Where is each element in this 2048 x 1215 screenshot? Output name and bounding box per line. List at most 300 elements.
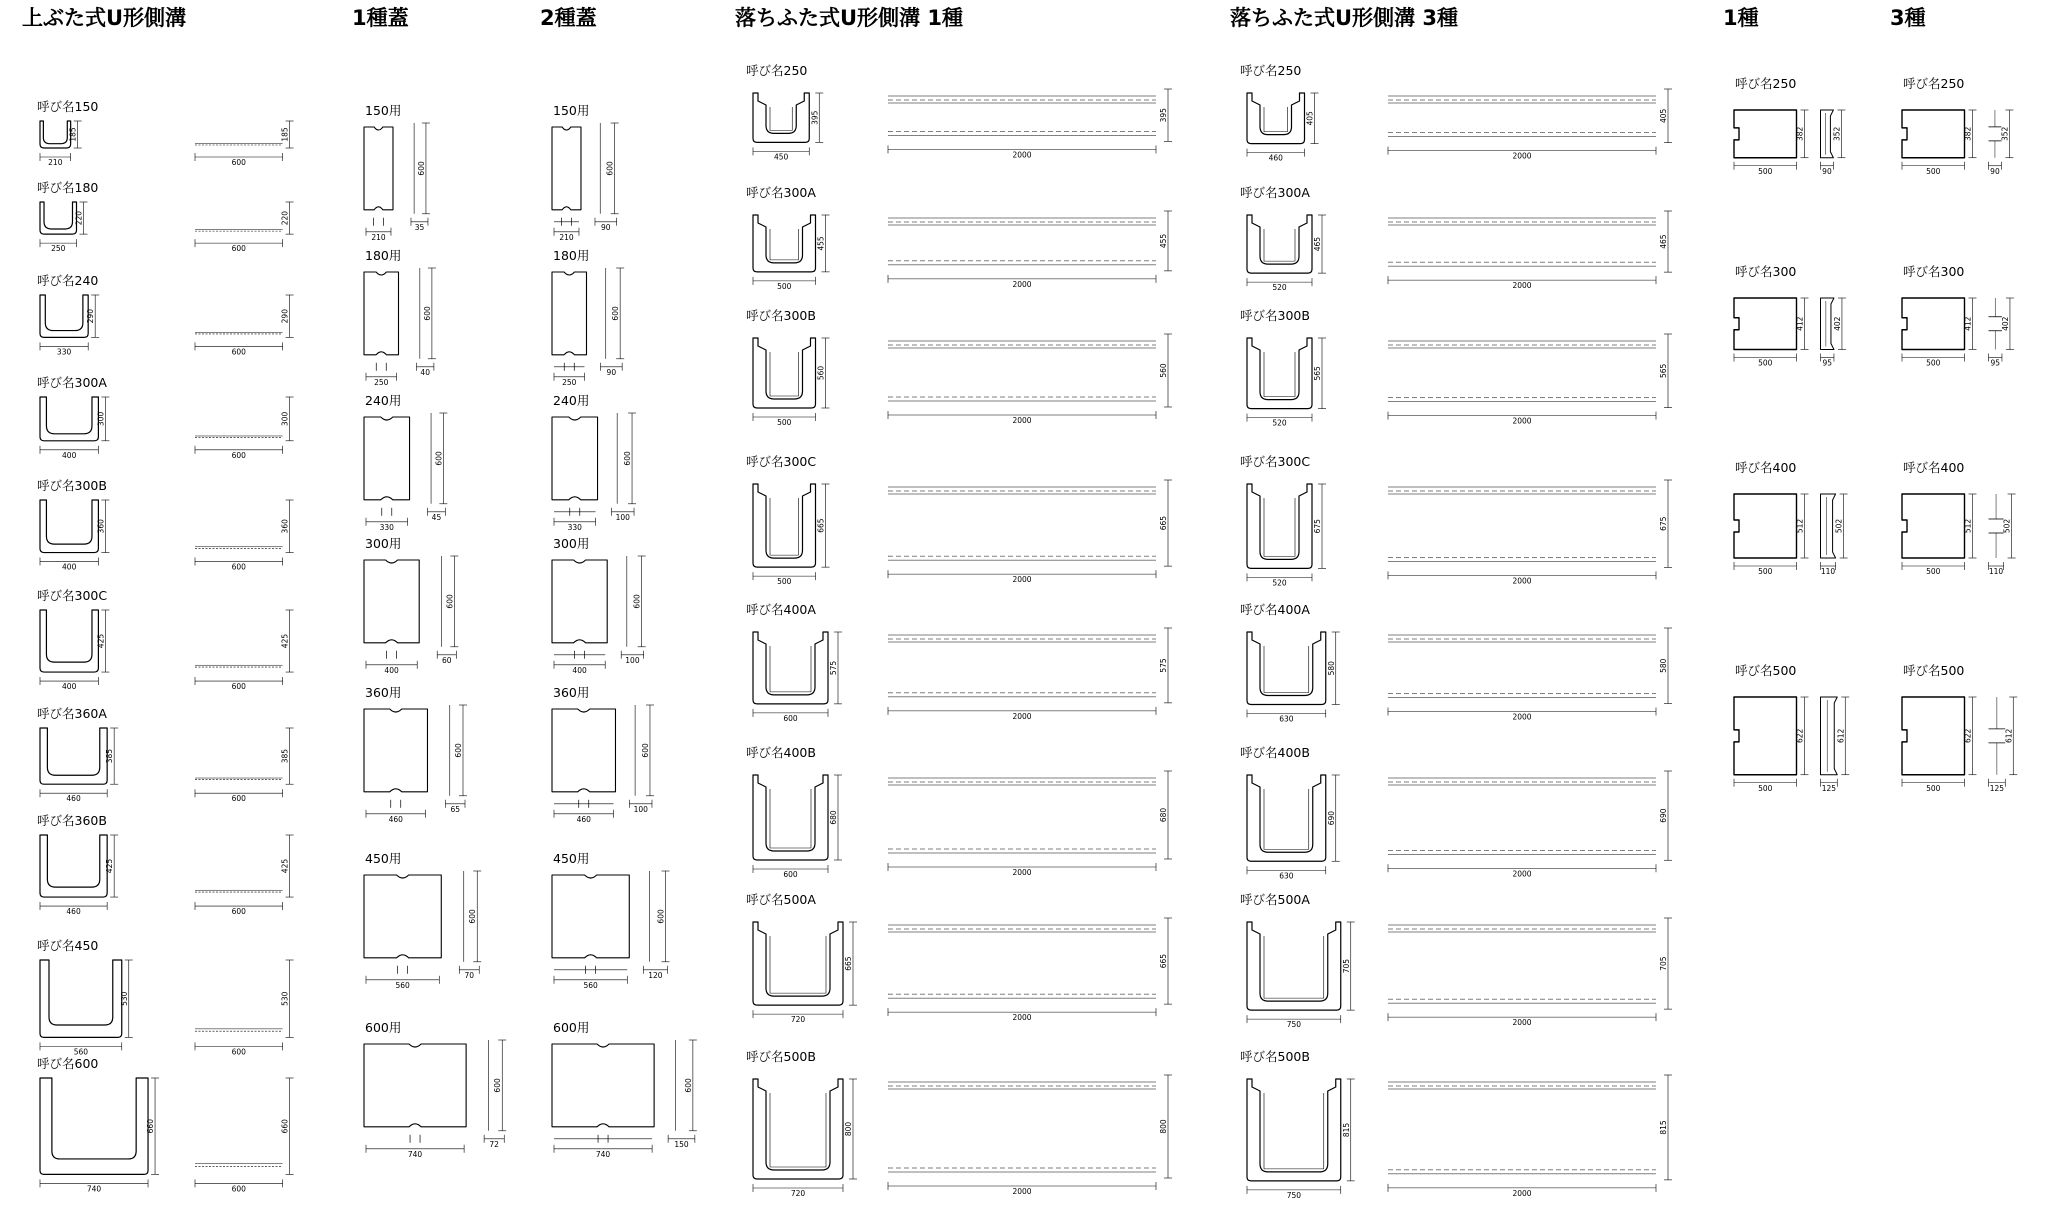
dimension-label: 502	[1834, 518, 1844, 534]
width-dimension	[601, 363, 623, 377]
dimension-label: 100	[625, 655, 640, 665]
lid-item	[364, 248, 436, 387]
side-view	[888, 487, 1156, 560]
drop-lid-item	[1734, 460, 1848, 576]
side-view	[1388, 778, 1656, 854]
side-view	[1388, 218, 1656, 266]
plan-view	[364, 560, 419, 643]
lid-item	[552, 103, 619, 242]
dimension-label: 612	[2004, 728, 2014, 744]
width-dimension	[459, 966, 479, 980]
width-dimension	[554, 661, 605, 675]
dimension-label: 815	[1341, 1122, 1351, 1138]
width-dimension	[1388, 864, 1656, 878]
dimension-label: 560	[583, 980, 598, 990]
width-dimension	[1247, 414, 1312, 428]
height-dimension	[2004, 697, 2017, 775]
height-dimension	[1159, 771, 1172, 859]
cross-section	[1247, 215, 1312, 273]
dimension-label: 330	[567, 522, 582, 532]
height-dimension	[829, 632, 842, 704]
dimension-label: 460	[1268, 153, 1283, 163]
dimension-label: 600	[231, 562, 246, 572]
column-header: 落ちふた式U形側溝 3種	[1230, 6, 1458, 30]
width-dimension	[1734, 162, 1797, 176]
height-dimension	[1306, 93, 1319, 144]
height-dimension	[1342, 1079, 1355, 1181]
height-dimension	[423, 268, 436, 359]
height-dimension	[281, 960, 294, 1037]
dimension-label: 90	[1822, 166, 1832, 176]
lid-item	[552, 393, 636, 532]
dimension-label: 2000	[1012, 150, 1032, 160]
height-dimension	[1327, 632, 1340, 705]
u-gutter-item	[37, 706, 294, 803]
dimension-label: 400	[62, 450, 77, 460]
width-dimension	[888, 275, 1156, 289]
side-view	[195, 890, 283, 892]
dimension-label: 402	[1832, 316, 1842, 331]
width-dimension	[1388, 571, 1656, 585]
plan-view	[552, 875, 629, 958]
dimension-label: 560	[73, 1047, 89, 1057]
dimension-label: 600	[231, 907, 246, 917]
dimension-label: 600	[468, 909, 478, 924]
width-dimension	[554, 1145, 652, 1159]
dimension-label: 400	[384, 665, 399, 675]
dimension-label: 120	[648, 970, 663, 980]
height-dimension	[1659, 211, 1672, 272]
height-dimension	[684, 1040, 697, 1131]
side-view	[1388, 1082, 1656, 1174]
dimension-label: 385	[280, 748, 290, 764]
dimension-label: 600	[231, 450, 246, 460]
width-dimension	[1247, 710, 1326, 724]
width-dimension	[643, 966, 667, 980]
width-dimension	[40, 1179, 148, 1193]
dimension-label: 750	[1286, 1190, 1302, 1200]
item-label: 呼び名400	[1735, 460, 1797, 475]
width-dimension	[40, 1042, 122, 1056]
height-dimension	[2001, 298, 2014, 350]
height-dimension	[1796, 110, 1809, 158]
drop-lid-gutter-item	[746, 454, 1172, 586]
height-dimension	[1659, 771, 1672, 860]
dimension-label: 560	[1159, 363, 1168, 378]
dimension-label: 600	[611, 306, 621, 321]
cross-section	[753, 215, 816, 272]
height-dimension	[454, 705, 467, 796]
plan-view	[1902, 110, 1965, 158]
dimension-label: 72	[489, 1139, 499, 1149]
u-gutter-item	[37, 938, 294, 1056]
width-dimension	[428, 508, 446, 522]
width-dimension	[753, 1010, 843, 1024]
dimension-label: 250	[51, 244, 66, 254]
plan-view	[364, 709, 427, 792]
height-dimension	[417, 123, 430, 214]
cross-section	[40, 121, 71, 148]
dimension-label: 575	[829, 660, 838, 676]
dimension-label: 330	[56, 347, 72, 357]
height-dimension	[1659, 1075, 1672, 1180]
lid-item	[552, 536, 646, 675]
dimension-label: 210	[559, 232, 574, 242]
dimension-label: 600	[783, 713, 798, 723]
width-dimension	[888, 707, 1156, 721]
item-label: 150用	[553, 103, 590, 118]
width-dimension	[1734, 562, 1797, 576]
item-label: 呼び名250	[1240, 63, 1302, 78]
width-dimension	[888, 1182, 1156, 1196]
lid-item	[364, 393, 447, 532]
cross-section	[40, 1078, 148, 1174]
cross-section	[40, 610, 98, 672]
item-label: 呼び名300B	[1240, 308, 1310, 323]
item-label: 呼び名300B	[37, 478, 107, 493]
drop-lid-item	[1734, 76, 1845, 176]
height-dimension	[1159, 89, 1172, 141]
plan-view	[1902, 697, 1965, 775]
dimension-label: 800	[844, 1121, 853, 1137]
front-view	[554, 1135, 652, 1143]
side-view	[1821, 298, 1834, 350]
width-dimension	[888, 145, 1156, 159]
drop-lid-gutter-item	[1240, 602, 1672, 724]
width-dimension	[668, 1135, 695, 1149]
width-dimension	[195, 446, 283, 460]
width-dimension	[1989, 354, 2002, 368]
dimension-label: 740	[595, 1149, 611, 1159]
cross-section	[1247, 338, 1312, 409]
height-dimension	[281, 835, 294, 897]
dimension-label: 412	[1795, 316, 1805, 331]
width-dimension	[1734, 354, 1797, 368]
drop-lid-gutter-item	[1240, 185, 1672, 292]
plan-view	[1734, 697, 1797, 775]
dimension-label: 600	[605, 161, 615, 176]
width-dimension	[753, 147, 809, 161]
item-label: 360用	[365, 685, 402, 700]
dimension-label: 210	[48, 158, 63, 168]
dimension-label: 465	[1659, 234, 1668, 249]
height-dimension	[1327, 775, 1340, 861]
width-dimension	[195, 239, 283, 253]
cross-section	[753, 93, 809, 142]
dimension-label: 500	[1758, 358, 1773, 368]
item-label: 呼び名360B	[37, 813, 107, 828]
dimension-label: 600	[231, 158, 246, 168]
cross-section	[753, 775, 828, 860]
dimension-label: 90	[601, 222, 611, 232]
item-label: 300用	[553, 536, 590, 551]
item-label: 300用	[365, 536, 402, 551]
front-view	[391, 800, 401, 808]
width-dimension	[753, 709, 828, 723]
dimension-label: 382	[1963, 126, 1973, 142]
column-header: 落ちふた式U形側溝 1種	[735, 6, 963, 30]
u-gutter-item	[37, 99, 294, 167]
item-label: 呼び名250	[746, 63, 808, 78]
cross-section	[753, 338, 816, 408]
plan-view	[552, 417, 598, 500]
cross-section	[753, 484, 816, 567]
width-dimension	[554, 810, 613, 824]
plan-view	[552, 1044, 654, 1127]
item-label: 呼び名400B	[746, 745, 816, 760]
cross-section	[753, 632, 828, 704]
height-dimension	[281, 500, 294, 553]
width-dimension	[888, 863, 1156, 877]
height-dimension	[817, 484, 830, 567]
drop-lid-gutter-item	[746, 745, 1172, 879]
drop-lid-gutter-item	[1240, 308, 1672, 428]
plan-view	[1734, 298, 1797, 350]
lid-item	[552, 685, 654, 824]
dimension-label: 425	[280, 858, 290, 874]
dimension-label: 500	[1758, 783, 1773, 793]
column-header: 1種蓋	[352, 6, 409, 30]
drop-lid-gutter-item	[746, 1049, 1172, 1198]
dimension-label: 2000	[1512, 576, 1532, 586]
dimension-label: 455	[816, 236, 826, 251]
dimension-label: 600	[656, 909, 666, 924]
side-view	[888, 778, 1156, 853]
plan-view	[1734, 494, 1797, 558]
width-dimension	[40, 677, 98, 691]
drop-lid-gutter-item	[1240, 1049, 1672, 1200]
height-dimension	[844, 1079, 857, 1179]
dimension-label: 530	[280, 991, 290, 1006]
width-dimension	[366, 976, 439, 990]
plan-view	[1902, 298, 1965, 350]
dimension-label: 512	[1963, 518, 1973, 534]
width-dimension	[1247, 866, 1326, 880]
width-dimension	[1388, 1184, 1656, 1198]
column-header: 3種	[1890, 6, 1926, 30]
dimension-label: 460	[66, 794, 81, 804]
width-dimension	[554, 228, 579, 242]
width-dimension	[1247, 278, 1312, 292]
front-view	[410, 1135, 420, 1143]
dimension-label: 60	[441, 655, 452, 665]
dimension-label: 565	[1313, 366, 1322, 381]
width-dimension	[753, 413, 816, 427]
dimension-label: 100	[615, 512, 630, 522]
width-dimension	[554, 976, 627, 990]
u-gutter-item	[37, 813, 294, 916]
lid-item	[364, 851, 481, 990]
width-dimension	[1388, 276, 1656, 290]
item-label: 呼び名500	[1735, 663, 1797, 678]
front-view	[554, 966, 627, 974]
height-dimension	[1835, 494, 1848, 558]
dimension-label: 2000	[1512, 712, 1532, 722]
width-dimension	[1989, 779, 2006, 793]
dimension-label: 412	[1963, 316, 1973, 331]
dimension-label: 352	[2000, 126, 2010, 142]
dimension-label: 360	[280, 519, 290, 534]
item-label: 呼び名400B	[1240, 745, 1310, 760]
width-dimension	[195, 558, 283, 572]
dimension-label: 680	[1159, 807, 1168, 823]
height-dimension	[1964, 697, 1977, 775]
lid-item	[552, 1020, 697, 1159]
dimension-label: 600	[445, 594, 455, 609]
drop-lid-gutter-item	[1240, 745, 1672, 880]
dimension-label: 600	[454, 743, 464, 758]
width-dimension	[1821, 162, 1834, 176]
side-view	[1388, 635, 1656, 698]
height-dimension	[1313, 215, 1326, 273]
width-dimension	[195, 1042, 283, 1056]
dimension-label: 220	[280, 210, 290, 226]
dimension-label: 600	[434, 451, 444, 466]
dimension-label: 400	[62, 562, 77, 572]
drop-lid-item	[1734, 264, 1846, 368]
dimension-label: 750	[1286, 1020, 1302, 1030]
plan-view	[364, 272, 399, 355]
dimension-label: 425	[96, 633, 106, 649]
width-dimension	[195, 342, 283, 356]
height-dimension	[1833, 298, 1846, 350]
dimension-label: 330	[379, 522, 394, 532]
width-dimension	[1902, 779, 1965, 793]
height-dimension	[493, 1040, 506, 1131]
side-view	[1989, 494, 2004, 558]
height-dimension	[641, 705, 654, 796]
front-view	[554, 218, 579, 226]
dimension-label: 500	[1758, 166, 1773, 176]
side-view	[1388, 96, 1656, 137]
width-dimension	[366, 810, 425, 824]
dimension-label: 600	[231, 1047, 246, 1057]
dimension-label: 2000	[1512, 416, 1532, 426]
dimension-label: 600	[416, 161, 426, 176]
dimension-label: 560	[816, 365, 826, 381]
side-view	[195, 778, 283, 780]
front-view	[554, 508, 596, 516]
height-dimension	[611, 268, 624, 359]
height-dimension	[817, 338, 830, 408]
u-gutter-item	[37, 1056, 294, 1193]
dimension-label: 600	[632, 594, 642, 609]
dimension-label: 2000	[1012, 868, 1032, 877]
plan-view	[552, 560, 607, 643]
u-gutter-item	[37, 588, 294, 691]
side-view	[195, 547, 283, 549]
height-dimension	[1159, 334, 1172, 407]
height-dimension	[1159, 211, 1172, 271]
drop-lid-gutter-item	[746, 892, 1172, 1024]
height-dimension	[656, 871, 669, 962]
dimension-label: 720	[790, 1189, 806, 1198]
item-label: 180用	[365, 248, 402, 263]
width-dimension	[1902, 562, 1965, 576]
dimension-label: 2000	[1512, 281, 1532, 291]
side-view	[1989, 298, 2002, 350]
item-label: 呼び名300B	[746, 308, 816, 323]
cross-section	[1247, 1079, 1341, 1181]
height-dimension	[1836, 697, 1849, 775]
side-view	[195, 333, 283, 334]
side-view	[888, 925, 1156, 998]
side-view	[1388, 341, 1656, 402]
height-dimension	[1659, 334, 1672, 408]
drop-lid-gutter-item	[1240, 454, 1672, 587]
width-dimension	[1247, 573, 1312, 587]
width-dimension	[629, 800, 652, 814]
width-dimension	[1902, 162, 1965, 176]
height-dimension	[1313, 338, 1326, 409]
item-label: 呼び名250	[1735, 76, 1797, 91]
height-dimension	[1659, 918, 1672, 1009]
dimension-label: 2000	[1512, 1018, 1532, 1028]
dimension-label: 400	[62, 682, 77, 692]
item-label: 240用	[553, 393, 590, 408]
drop-lid-gutter-item	[1240, 892, 1672, 1029]
dimension-label: 450	[773, 152, 789, 162]
drop-lid-item	[1902, 460, 2016, 576]
dimension-label: 2000	[1012, 1187, 1032, 1196]
cross-section	[40, 397, 98, 441]
height-dimension	[1796, 298, 1809, 350]
height-dimension	[281, 610, 294, 672]
height-dimension	[2003, 494, 2016, 558]
cross-section	[40, 500, 98, 553]
u-gutter-item	[37, 375, 294, 460]
dimension-label: 575	[1159, 658, 1168, 673]
column-header: 1種	[1723, 6, 1759, 30]
height-dimension	[281, 728, 294, 784]
item-label: 180用	[553, 248, 590, 263]
height-dimension	[606, 123, 619, 214]
cross-section	[40, 835, 107, 897]
width-dimension	[753, 865, 828, 879]
drop-lid-gutter-item	[746, 308, 1172, 427]
dimension-label: 210	[371, 232, 386, 242]
item-label: 呼び名500B	[746, 1049, 816, 1064]
plan-view	[552, 127, 581, 210]
side-view	[888, 635, 1156, 697]
side-view	[1388, 487, 1656, 561]
dimension-label: 622	[1795, 728, 1805, 744]
item-label: 呼び名300	[1735, 264, 1797, 279]
item-label: 呼び名360A	[37, 706, 107, 721]
drop-lid-gutter-item	[746, 185, 1172, 291]
width-dimension	[366, 373, 397, 387]
dimension-label: 110	[1820, 567, 1836, 576]
item-label: 呼び名300A	[1240, 185, 1310, 200]
item-label: 360用	[553, 685, 590, 700]
side-view	[1821, 494, 1836, 558]
front-view	[554, 800, 613, 808]
dimension-label: 740	[407, 1149, 423, 1159]
dimension-label: 502	[2002, 518, 2012, 534]
width-dimension	[753, 1184, 843, 1198]
height-dimension	[1159, 480, 1172, 566]
dimension-label: 815	[1659, 1120, 1668, 1135]
height-dimension	[1964, 110, 1977, 158]
dimension-label: 95	[1990, 358, 2000, 368]
dimension-label: 630	[1279, 714, 1294, 724]
cross-section	[40, 202, 77, 234]
width-dimension	[195, 677, 283, 691]
dimension-label: 665	[816, 518, 826, 533]
dimension-label: 220	[74, 210, 84, 226]
dimension-label: 250	[374, 377, 389, 387]
lid-item	[552, 851, 669, 990]
